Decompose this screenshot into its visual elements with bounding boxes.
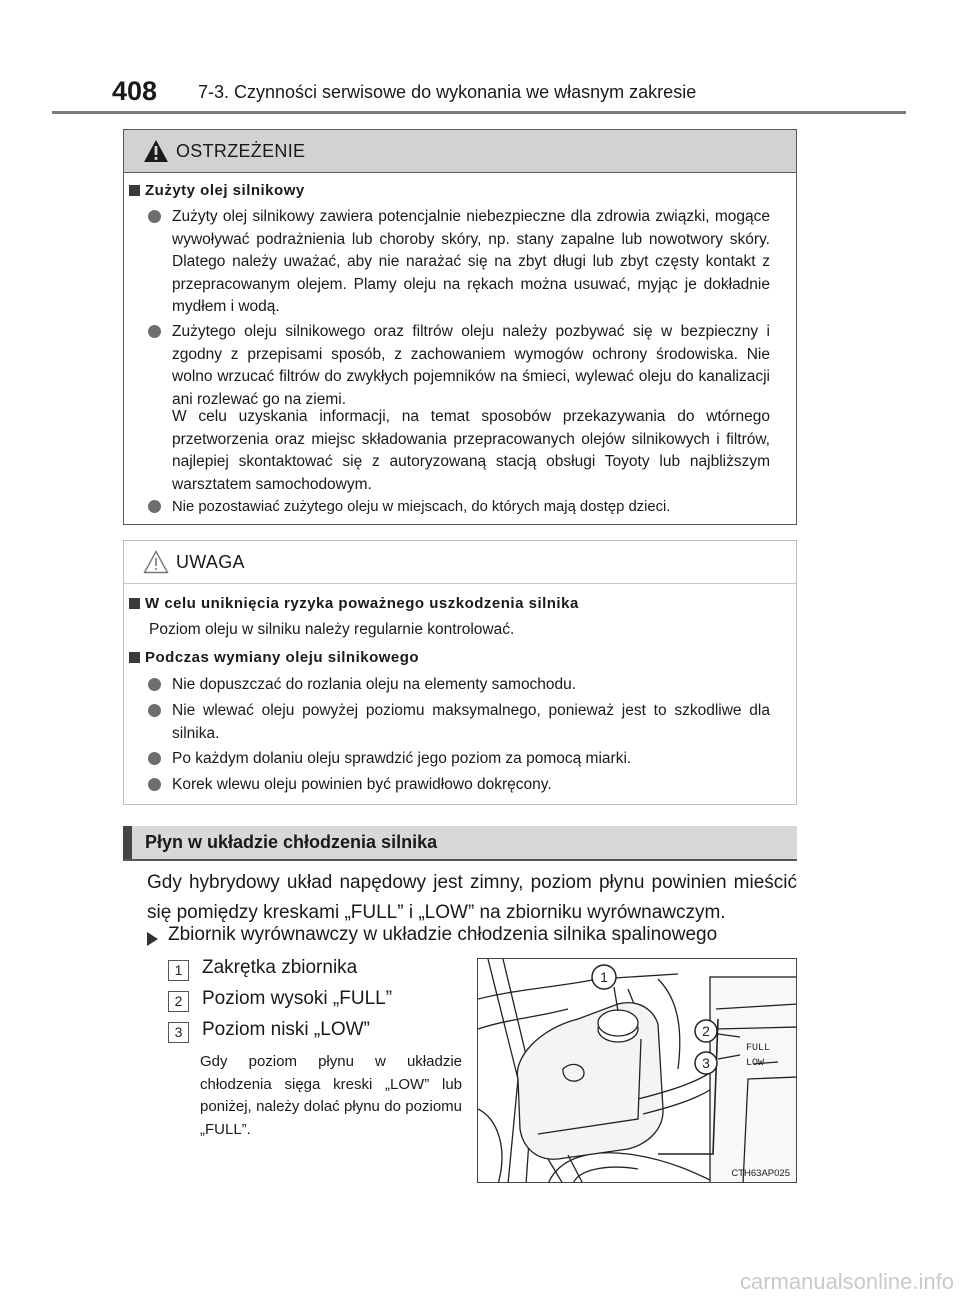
- bullet-dot: [148, 325, 161, 338]
- coolant-subheading: Zbiornik wyrównawczy w układzie chłodzenia silnika spalinowego: [168, 924, 718, 945]
- caution-section1-text: Poziom oleju w silniku należy regularnie kontrolować.: [149, 621, 515, 638]
- caution-bullet: Po każdym dolaniu oleju sprawdzić jego poziom za pomocą miarki.: [172, 748, 770, 771]
- warning-header: [124, 130, 796, 173]
- callout-number: 1: [168, 960, 189, 981]
- item-label: Poziom niski „LOW”: [202, 1019, 370, 1040]
- figure-callout-2: [695, 1020, 717, 1042]
- caution-header: [124, 541, 796, 584]
- warning-bullet: Zużytego oleju silnikowego oraz filtrów oleju należy pozbywać się w bezpieczny i zgodny z przepisami sposób, z zachowaniem wymogów ochrony środowiska. Nie wolno wrzucać filtrów do zwykłych pojemników na śmieci, wylewać oleju do kanalizacji ani rozlewać go na ziemi.: [172, 321, 770, 411]
- section-heading-bar: [123, 826, 797, 859]
- item-label: Zakrętka zbiornika: [202, 957, 358, 978]
- watermark: carmanualsonline.info: [739, 1269, 954, 1294]
- page-number: 408: [112, 76, 158, 106]
- item-label: Poziom wysoki „FULL”: [202, 988, 393, 1009]
- svg-text:2: 2: [702, 1023, 710, 1039]
- bullet-dot: [148, 210, 161, 223]
- bullet-dot: [148, 678, 161, 691]
- full-mark: FULL: [746, 1043, 771, 1054]
- caution-title: UWAGA: [176, 552, 245, 572]
- caution-bullet: Nie dopuszczać do rozlania oleju na elementy samochodu.: [172, 674, 770, 697]
- figure-callout-3: [695, 1052, 717, 1074]
- bullet-dot: [148, 752, 161, 765]
- callout-number: 2: [168, 991, 189, 1012]
- svg-text:3: 3: [702, 1055, 710, 1071]
- bullet-dot: [148, 704, 161, 717]
- section-accent: [123, 826, 132, 859]
- caution-bullet: Korek wlewu oleju powinien być prawidłowo dokręcony.: [172, 774, 770, 797]
- warning-box: [123, 129, 797, 525]
- section-rule: [123, 859, 797, 861]
- low-mark: LOW: [746, 1058, 765, 1069]
- caution-section1-title: W celu uniknięcia ryzyka poważnego uszkodzenia silnika: [145, 595, 579, 612]
- bullet-dot: [148, 778, 161, 791]
- coolant-reservoir-figure: [477, 958, 797, 1183]
- section-title: Płyn w układzie chłodzenia silnika: [145, 832, 438, 852]
- warning-bullet: Zużyty olej silnikowy zawiera potencjalnie niebezpieczne dla zdrowia związki, mogące wywoływać podrażnienia lub choroby skóry, np. stany zapalne lub nowotwory skóry. Dlatego należy uważać, aby nie narażać się na zbyt długi lub zbyt częsty kontakt z przepracowanym olejem. Plamy oleju na rękach można usuwać, myjąc je dokładnie mydłem i wodą.: [172, 206, 770, 319]
- caution-triangle-icon: [143, 550, 169, 574]
- figure-code: CTH63AP025: [731, 1168, 790, 1179]
- caution-box: [123, 540, 797, 805]
- warning-triangle-icon: [143, 139, 169, 163]
- callout-number: 3: [168, 1022, 189, 1043]
- figure-callout-1: [592, 965, 616, 989]
- caution-bullet: Nie wlewać oleju powyżej poziomu maksymalnego, ponieważ jest to szkodliwe dla silnika.: [172, 700, 770, 745]
- header-rule: [52, 111, 906, 114]
- triangle-bullet-icon: [147, 932, 158, 946]
- bullet-dot: [148, 500, 161, 513]
- warning-section-title: Zużyty olej silnikowy: [145, 182, 305, 199]
- warning-paragraph: W celu uzyskania informacji, na temat sposobów przekazywania do wtórnego przetworzenia oraz miejsc składowania przepracowanych olejów silnikowych i filtrów, najlepiej skontaktować się z autoryzowaną stacją obsługi Toyoty lub najbliższym warsztatem samochodowym.: [172, 408, 770, 493]
- svg-text:1: 1: [600, 969, 608, 985]
- coolant-note: Gdy poziom płynu w układzie chłodzenia sięga kreski „LOW” lub poniżej, należy dolać płynu do poziomu „FULL”.: [200, 1053, 462, 1138]
- warning-title: OSTRZEŻENIE: [176, 141, 306, 161]
- caution-section2-title: Podczas wymiany oleju silnikowego: [145, 649, 420, 666]
- engine-bay-illustration: [478, 959, 797, 1183]
- warning-bullet: Nie pozostawiać zużytego oleju w miejscach, do których mają dostęp dzieci.: [172, 496, 792, 519]
- running-title: 7-3. Czynności serwisowe do wykonania we własnym zakresie: [198, 82, 697, 102]
- coolant-intro: Gdy hybrydowy układ napędowy jest zimny, poziom płynu powinien mieścić się pomiędzy kreskami „FULL” i „LOW” na zbiorniku wyrównawczym.: [147, 872, 797, 923]
